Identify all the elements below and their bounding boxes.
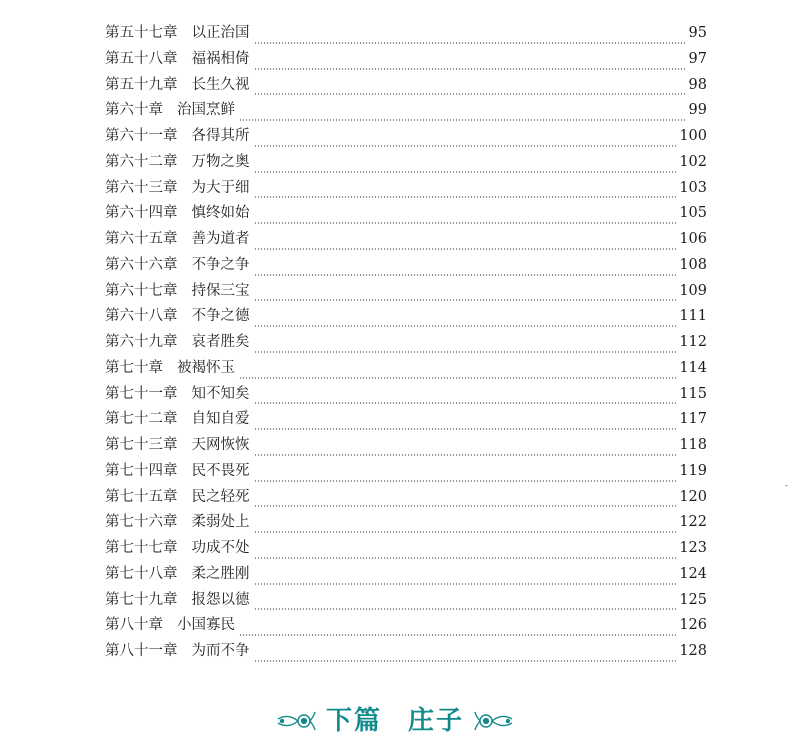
toc-entry[interactable] xyxy=(105,513,707,539)
page-number: 97 xyxy=(688,50,707,67)
chapter-number: 第五十九章 xyxy=(105,76,178,93)
toc-entry[interactable] xyxy=(105,333,707,359)
page-number: 99 xyxy=(688,102,707,119)
dot-leader xyxy=(254,93,687,95)
toc-entry[interactable] xyxy=(105,127,707,153)
chapter-title: 治国烹鲜 xyxy=(177,102,235,119)
toc-entry[interactable] xyxy=(105,230,707,256)
chapter-number: 第七十二章 xyxy=(105,411,178,428)
dot-leader xyxy=(254,531,678,533)
page-number: 112 xyxy=(679,334,707,350)
toc-entry[interactable] xyxy=(105,101,707,127)
toc-entry[interactable] xyxy=(105,462,707,488)
dot-leader xyxy=(254,583,678,585)
chapter-title: 为大于细 xyxy=(191,179,250,196)
chapter-number: 第七十四章 xyxy=(105,462,178,479)
toc-entry[interactable] xyxy=(105,204,707,230)
dot-leader xyxy=(254,557,678,559)
page-number: 109 xyxy=(679,282,707,299)
dot-leader xyxy=(254,145,678,147)
chapter-title: 天网恢恢 xyxy=(191,437,250,453)
page-number: 108 xyxy=(679,256,707,273)
page-number: 115 xyxy=(679,385,707,402)
toc-entry[interactable] xyxy=(105,307,707,333)
toc-entry[interactable] xyxy=(105,179,707,205)
chapter-number: 第六十五章 xyxy=(105,231,178,247)
page-number: 105 xyxy=(679,205,707,222)
chapter-number: 第七十三章 xyxy=(105,437,178,453)
chapter-title: 慎终如始 xyxy=(191,205,250,222)
toc-entry[interactable] xyxy=(105,642,707,668)
chapter-title: 持保三宝 xyxy=(191,282,250,299)
page-number: 100 xyxy=(679,128,707,144)
dot-leader xyxy=(254,274,678,276)
chapter-number: 第七十七章 xyxy=(105,540,178,556)
chapter-title: 万物之奥 xyxy=(191,153,250,170)
page-number: 125 xyxy=(679,591,707,608)
dot-leader xyxy=(254,402,678,404)
page-number: 117 xyxy=(679,411,707,428)
toc-entry[interactable] xyxy=(105,385,707,411)
chapter-title: 长生久视 xyxy=(191,76,250,93)
page-number: 95 xyxy=(688,25,707,41)
chapter-title: 为而不争 xyxy=(191,643,250,659)
chapter-number: 第八十章 xyxy=(105,617,163,634)
dot-leader xyxy=(254,325,678,327)
chapter-title: 善为道者 xyxy=(191,231,250,247)
page-number: 106 xyxy=(679,231,707,247)
dot-leader xyxy=(254,248,678,250)
dot-leader xyxy=(254,299,678,301)
chapter-number: 第六十章 xyxy=(105,102,163,119)
toc-entry[interactable] xyxy=(105,76,707,102)
toc-entry[interactable] xyxy=(105,359,707,385)
page-number: 111 xyxy=(679,308,707,325)
chapter-title: 柔弱处上 xyxy=(191,514,250,531)
chapter-title: 民不畏死 xyxy=(191,462,250,479)
chapter-number: 第八十一章 xyxy=(105,643,178,659)
chapter-title: 以正治国 xyxy=(191,25,250,41)
page-number: 122 xyxy=(679,514,707,531)
chapter-number: 第七十八章 xyxy=(105,565,178,582)
chapter-number: 第六十二章 xyxy=(105,153,178,170)
right-floral-ornament-icon xyxy=(474,707,516,734)
page-mark: - xyxy=(785,481,788,490)
dot-leader xyxy=(239,377,677,379)
dot-leader xyxy=(254,608,678,610)
toc-entry[interactable] xyxy=(105,153,707,179)
section-name: 庄子 xyxy=(408,706,465,734)
chapter-number: 第五十八章 xyxy=(105,50,178,67)
chapter-title: 柔之胜刚 xyxy=(191,565,250,582)
chapter-title: 不争之争 xyxy=(191,256,250,273)
chapter-number: 第六十三章 xyxy=(105,179,178,196)
page-number: 126 xyxy=(679,617,707,634)
toc-entry[interactable] xyxy=(105,24,707,50)
section-title xyxy=(326,704,464,734)
page-number: 98 xyxy=(688,76,707,93)
dot-leader xyxy=(254,222,678,224)
page-number: 124 xyxy=(679,565,707,582)
page-number: 120 xyxy=(679,488,707,505)
chapter-title: 功成不处 xyxy=(191,540,250,556)
toc-entry[interactable] xyxy=(105,256,707,282)
toc-entry[interactable] xyxy=(105,50,707,76)
chapter-number: 第七十五章 xyxy=(105,488,178,505)
page-number: 103 xyxy=(679,179,707,196)
chapter-title: 被褐怀玉 xyxy=(177,359,235,376)
toc-entry[interactable] xyxy=(105,488,707,514)
chapter-title: 自知自爱 xyxy=(191,411,250,428)
chapter-number: 第六十六章 xyxy=(105,256,178,273)
chapter-number: 第六十八章 xyxy=(105,308,178,325)
chapter-number: 第五十七章 xyxy=(105,25,178,41)
page-number: 123 xyxy=(679,540,707,556)
dot-leader xyxy=(254,42,687,44)
chapter-number: 第六十四章 xyxy=(105,205,178,222)
dot-leader xyxy=(239,119,687,121)
toc-entry[interactable] xyxy=(105,565,707,591)
toc-entry[interactable] xyxy=(105,616,707,642)
section-heading xyxy=(0,704,790,734)
dot-leader xyxy=(254,351,678,353)
dot-leader xyxy=(254,196,678,198)
toc-entry[interactable] xyxy=(105,591,707,617)
toc-entry[interactable] xyxy=(105,282,707,308)
chapter-number: 第六十一章 xyxy=(105,128,178,144)
dot-leader xyxy=(239,634,677,636)
chapter-title: 哀者胜矣 xyxy=(191,334,250,350)
chapter-number: 第六十九章 xyxy=(105,334,178,350)
dot-leader xyxy=(254,480,678,482)
chapter-title: 福祸相倚 xyxy=(191,50,250,67)
dot-leader xyxy=(254,505,678,507)
chapter-number: 第六十七章 xyxy=(105,282,178,299)
dot-leader xyxy=(254,428,678,430)
dot-leader xyxy=(254,68,687,70)
chapter-number: 第七十六章 xyxy=(105,514,178,531)
toc-entry[interactable] xyxy=(105,539,707,565)
toc-entry[interactable] xyxy=(105,436,707,462)
chapter-title: 知不知矣 xyxy=(191,385,250,402)
chapter-number: 第七十九章 xyxy=(105,591,178,608)
page-number: 119 xyxy=(679,462,707,479)
chapter-number: 第七十一章 xyxy=(105,385,178,402)
page-number: 118 xyxy=(679,437,707,453)
page-number: 128 xyxy=(679,643,707,659)
toc-entry[interactable] xyxy=(105,410,707,436)
page-number: 102 xyxy=(679,153,707,170)
chapter-title: 报怨以德 xyxy=(191,591,250,608)
chapter-title: 各得其所 xyxy=(191,128,250,144)
page-number: 114 xyxy=(679,359,707,376)
section-part: 下篇 xyxy=(325,706,382,734)
chapter-title: 小国寡民 xyxy=(177,617,235,634)
left-floral-ornament-icon xyxy=(274,707,316,734)
dot-leader xyxy=(254,454,678,456)
chapter-title: 民之轻死 xyxy=(191,488,250,505)
dot-leader xyxy=(254,171,678,173)
chapter-number: 第七十章 xyxy=(105,359,163,376)
table-of-contents xyxy=(105,24,707,668)
chapter-title: 不争之德 xyxy=(191,308,250,325)
dot-leader xyxy=(254,660,678,662)
